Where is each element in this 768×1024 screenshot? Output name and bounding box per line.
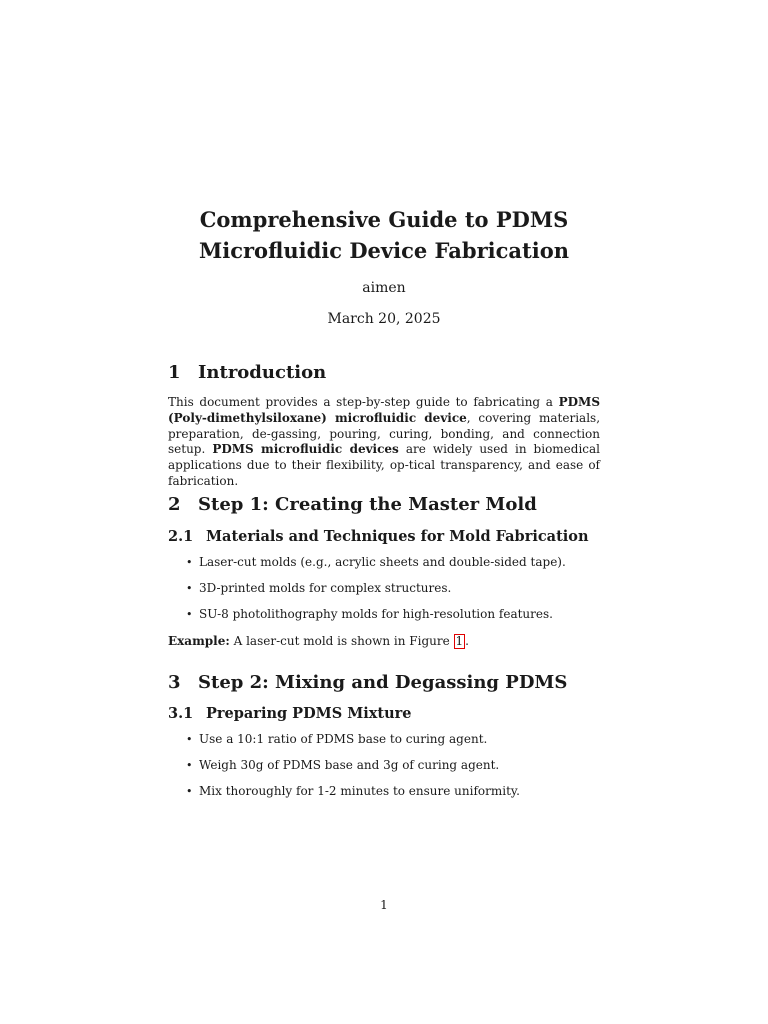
subsection-number: 3.1 bbox=[168, 705, 194, 722]
figure-reference-link[interactable]: 1 bbox=[455, 634, 464, 648]
list-item-text: Weigh 30g of PDMS base and 3g of curing agent. bbox=[199, 758, 500, 772]
list-item-text: Laser-cut molds (e.g., acrylic sheets and double-sided tape). bbox=[199, 555, 566, 569]
intro-text-1: This document provides a step-by-step guide to fabricating a bbox=[168, 395, 559, 409]
section-title: Introduction bbox=[198, 362, 327, 383]
list-item bbox=[186, 732, 487, 746]
list-item-text: Use a 10:1 ratio of PDMS base to curing agent. bbox=[199, 732, 488, 746]
bullet-icon: • bbox=[186, 582, 193, 595]
section-title: Step 2: Mixing and Degassing PDMS bbox=[198, 672, 568, 693]
subsection-number: 2.1 bbox=[168, 528, 194, 545]
bullet-icon: • bbox=[186, 556, 193, 569]
bullet-icon: • bbox=[186, 785, 193, 798]
example-line bbox=[168, 634, 469, 649]
list-item-text: SU-8 photolithography molds for high-resolution features. bbox=[199, 607, 553, 621]
bullet-icon: • bbox=[186, 759, 193, 772]
author: aimen bbox=[362, 280, 406, 296]
bullet-icon: • bbox=[186, 608, 193, 621]
list-item bbox=[186, 607, 553, 621]
example-end: . bbox=[465, 634, 469, 648]
list-item bbox=[186, 758, 499, 772]
list-item bbox=[186, 581, 451, 595]
intro-text-2: , covering materials, preparation, de-gassing, pouring, curing, bonding, and connection setup. bbox=[168, 410, 601, 457]
intro-bold-1: PDMS (Poly-dimethylsiloxane) microfluidic device bbox=[168, 395, 600, 425]
section-number: 3 bbox=[168, 672, 181, 693]
section-heading-mixing-degassing bbox=[168, 672, 567, 693]
section-title: Step 1: Creating the Master Mold bbox=[198, 494, 537, 515]
subsection-title: Preparing PDMS Mixture bbox=[206, 705, 412, 722]
subsection-heading-mold-fabrication bbox=[168, 528, 589, 545]
section-number: 2 bbox=[168, 494, 181, 515]
title-line-1: Comprehensive Guide to PDMS bbox=[199, 207, 569, 232]
section-heading-master-mold bbox=[168, 494, 537, 515]
list-item-text: Mix thoroughly for 1-2 minutes to ensure uniformity. bbox=[199, 784, 520, 798]
introduction-paragraph bbox=[168, 395, 600, 490]
section-heading-introduction bbox=[168, 362, 326, 383]
page-number: 1 bbox=[380, 898, 388, 912]
intro-bold-2: PDMS microfluidic devices bbox=[212, 442, 399, 457]
example-text: A laser-cut mold is shown in Figure bbox=[229, 634, 454, 648]
title-line-2: Microfluidic Device Fabrication bbox=[198, 238, 569, 263]
list-item bbox=[186, 784, 520, 798]
example-label: Example: bbox=[168, 634, 230, 648]
list-item bbox=[186, 555, 566, 569]
subsection-title: Materials and Techniques for Mold Fabrication bbox=[206, 528, 589, 545]
list-item-text: 3D-printed molds for complex structures. bbox=[199, 581, 452, 595]
bullet-icon: • bbox=[186, 733, 193, 746]
section-number: 1 bbox=[168, 362, 181, 383]
date: March 20, 2025 bbox=[327, 311, 441, 327]
intro-text-3: are widely used in biomedical applications due to their flexibility, op-tical transparency, and ease of fabrication. bbox=[168, 442, 601, 488]
document-title bbox=[0, 204, 768, 266]
subsection-heading-preparing-mixture bbox=[168, 705, 412, 722]
